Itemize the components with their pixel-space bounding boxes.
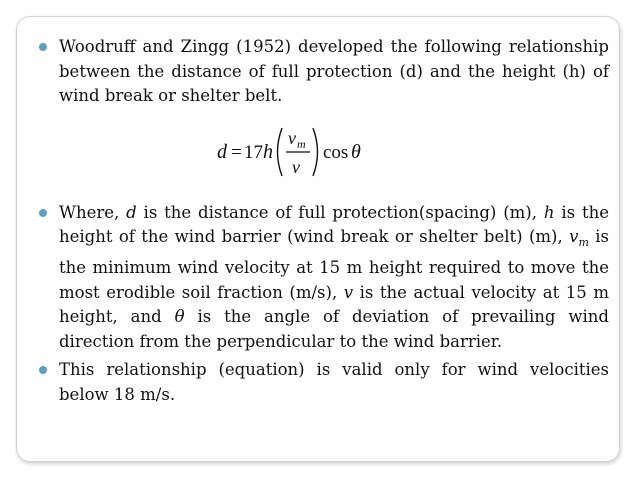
var-v: v (343, 282, 354, 302)
bullet-dot-icon (39, 366, 47, 374)
eq-equals: = (231, 141, 242, 163)
var-theta: θ (174, 307, 185, 327)
equation-block (37, 109, 609, 201)
eq-h: h (263, 140, 273, 163)
bullet-intro (37, 35, 609, 109)
var-vm: v (569, 227, 579, 247)
bullet-dot-icon (39, 43, 47, 51)
eq-numerator-sub: m (297, 136, 306, 151)
left-paren-icon (278, 128, 283, 176)
var-h: h (543, 202, 555, 222)
def-text-6: is the angle of deviation of prevailing wind direction from the perpendicular to the wind barrier. (59, 307, 609, 351)
bullet-dot-icon (39, 209, 47, 217)
def-text-5: is the actual velocity at 15 m height, and (59, 282, 609, 327)
var-d: d (126, 202, 137, 222)
right-paren-icon (313, 128, 318, 176)
eq-denominator: v (292, 156, 300, 177)
bullet-validity-text: This relationship (equation) is valid only for wind velocities below 18 m/s. (59, 360, 609, 404)
bullet-list (37, 35, 609, 408)
def-text-2: is the distance of full protection(spacing) (m), (136, 202, 544, 222)
def-text-3: is the height of the wind barrier (wind break or shelter belt) (m), (59, 202, 609, 247)
var-vm-sub: m (578, 236, 589, 250)
eq-theta: θ (351, 140, 361, 163)
def-text-1: Where, (59, 202, 127, 222)
eq-lhs: d (217, 140, 227, 163)
bullet-intro-text: Woodruff and Zingg (1952) developed the following relationship between the distance of full protection (d) and the height (h) of wind break or shelter belt. (59, 37, 609, 106)
equation-formula (215, 119, 385, 181)
eq-numerator: v (288, 127, 296, 148)
eq-coef: 17 (244, 141, 263, 163)
bullet-definitions (37, 201, 609, 355)
eq-cos: cos (323, 141, 349, 163)
slide (16, 16, 620, 462)
def-text-4: is the minimum wind velocity at 15 m height required to move the most erodible soil fraction (m/s), (59, 227, 609, 302)
bullet-validity (37, 358, 609, 407)
